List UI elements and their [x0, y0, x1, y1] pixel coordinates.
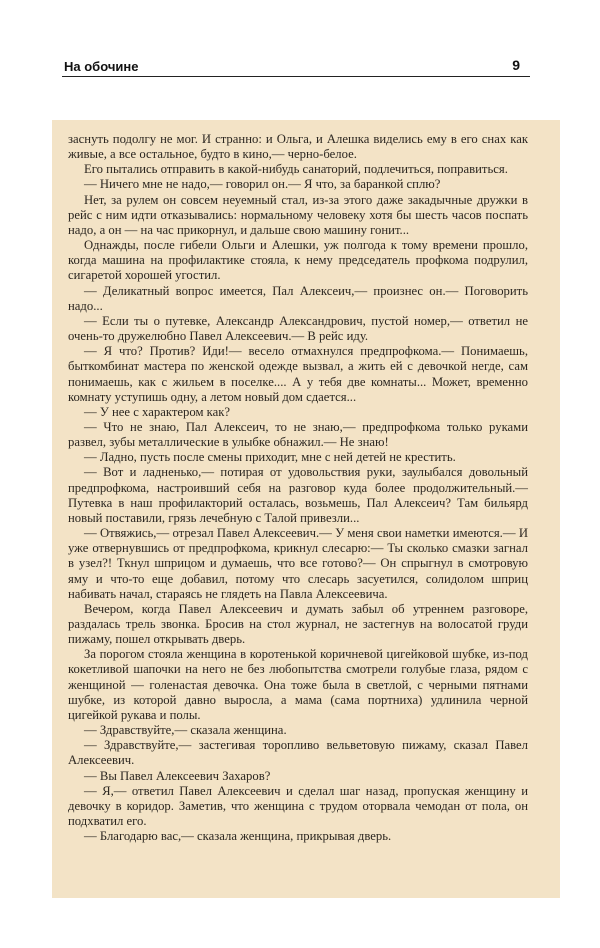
paragraph-12: — Вот и ладненько,— потирая от удовольствия руки, заулыбался довольный предпрофкома, настроивший себя на разговор куда более продолжительный.— Путевка в наш профилакторий осталась, возьмешь, Пал Алексеич? Там бильярд новый поставили, грязь лечебную с Талой привезли... — [68, 465, 528, 525]
paragraph-11: — Ладно, пусть после смены приходит, мне с ней детей не крестить. — [84, 450, 456, 465]
paragraph-20: — Благодарю вас,— сказала женщина, прикрывая дверь. — [84, 829, 392, 844]
paragraph-8: — Я что? Против? Иди!— весело отмахнулся предпрофкома.— Понимаешь, быткомбинат мастера по женской одежде вызвал, а жить ей с девочкой негде, сам понимаешь, как с жильем в поселке.... А у тебя две комнаты... Может, временно комнату уступишь одну, а летом новый дом сдается... — [68, 344, 528, 404]
paragraph-4: Нет, за рулем он совсем неуемный стал, из-за этого даже закадычные дружки в рейс с ним идти отказывались: нормальному человеку хотя бы шесть часов поспать надо, а он — на час прикорнул, и дальше свою машину гонит... — [68, 192, 528, 237]
paragraph-5: Однажды, после гибели Ольги и Алешки, уж полгода к тому времени прошло, когда машина на профилактике стояла, к нему председатель профкома подрулил, сигаретой хорошей угостил. — [68, 238, 528, 283]
paragraph-19: — Я,— ответил Павел Алексеевич и сделал шаг назад, пропуская женщину и девочку в коридор. Заметив, что женщина с трудом оторвала чемодан от пола, он подхватил его. — [68, 783, 528, 829]
running-header — [62, 56, 530, 77]
paragraph-7: — Если ты о путевке, Александр Александрович, пустой номер,— ответил не очень-то дружелюбно Павел Алексеевич.— В рейс иду. — [68, 313, 528, 344]
paragraph-3: — Ничего мне не надо,— говорил он.— Я что, за баранкой сплю? — [84, 177, 441, 192]
paragraph-9: — У нее с характером как? — [84, 404, 231, 419]
paragraph-15: За порогом стояла женщина в коротенькой коричневой цигейковой шубке, из-под кокетливой шапочки на него не без любопытства смотрели голубые глаза, рядом с женщиной — голенастая девочка. Она тоже была в светлой, с черными пятнами шубке, из которой давно выросла, а мама (сама портниха) удлинила черной цигейкой рукава и полы. — [68, 647, 528, 722]
paragraph-17: — Здравствуйте,— застегивая торопливо вельветовую пижаму, сказал Павел Алексеевич. — [68, 738, 528, 768]
paragraph-18: — Вы Павел Алексеевич Захаров? — [84, 768, 271, 783]
chapter-title: На обочине — [64, 59, 139, 74]
paragraph-16: — Здравствуйте,— сказала женщина. — [84, 723, 287, 738]
paragraph-10: — Что не знаю, Пал Алексеич, то не знаю,— предпрофкома только руками развел, зубы металлические в улыбке обнажил.— Не знаю! — [68, 419, 528, 450]
paragraph-14: Вечером, когда Павел Алексеевич и думать забыл об утреннем разговоре, раздалась трель звонка. Бросив на стол журнал, не застегнув на волосатой груди пижаму, пошел открывать дверь. — [68, 601, 528, 647]
paragraph-13: — Отвяжись,— отрезал Павел Алексеевич.— У меня свои наметки имеются.— И уже отвернувшись от предпрофкома, крикнул слесарю:— Ты сколько смазки загнал в узел?! Ткнул шприцом и думаешь, что все готово?— Он спрыгнул в смотровую яму и что-то еще добавил, потому что слесарь засуетился, солидолом шприц набивать начал, стараясь не глядеть на Павла Алексеевича. — [68, 526, 528, 601]
page-number: 9 — [512, 57, 520, 73]
paragraph-6: — Деликатный вопрос имеется, Пал Алексеич,— произнес он.— Поговорить надо... — [68, 283, 528, 313]
paragraph-1: заснуть подолгу не мог. И странно: и Ольга, и Алешка виделись ему в его снах как живые, а все остальное, будто в кино,— черно-белое. — [68, 132, 528, 162]
paragraph-2: Его пытались отправить в какой-нибудь санаторий, подлечиться, поправиться. — [84, 162, 508, 177]
body-text — [68, 132, 528, 844]
page-scan — [52, 120, 560, 898]
